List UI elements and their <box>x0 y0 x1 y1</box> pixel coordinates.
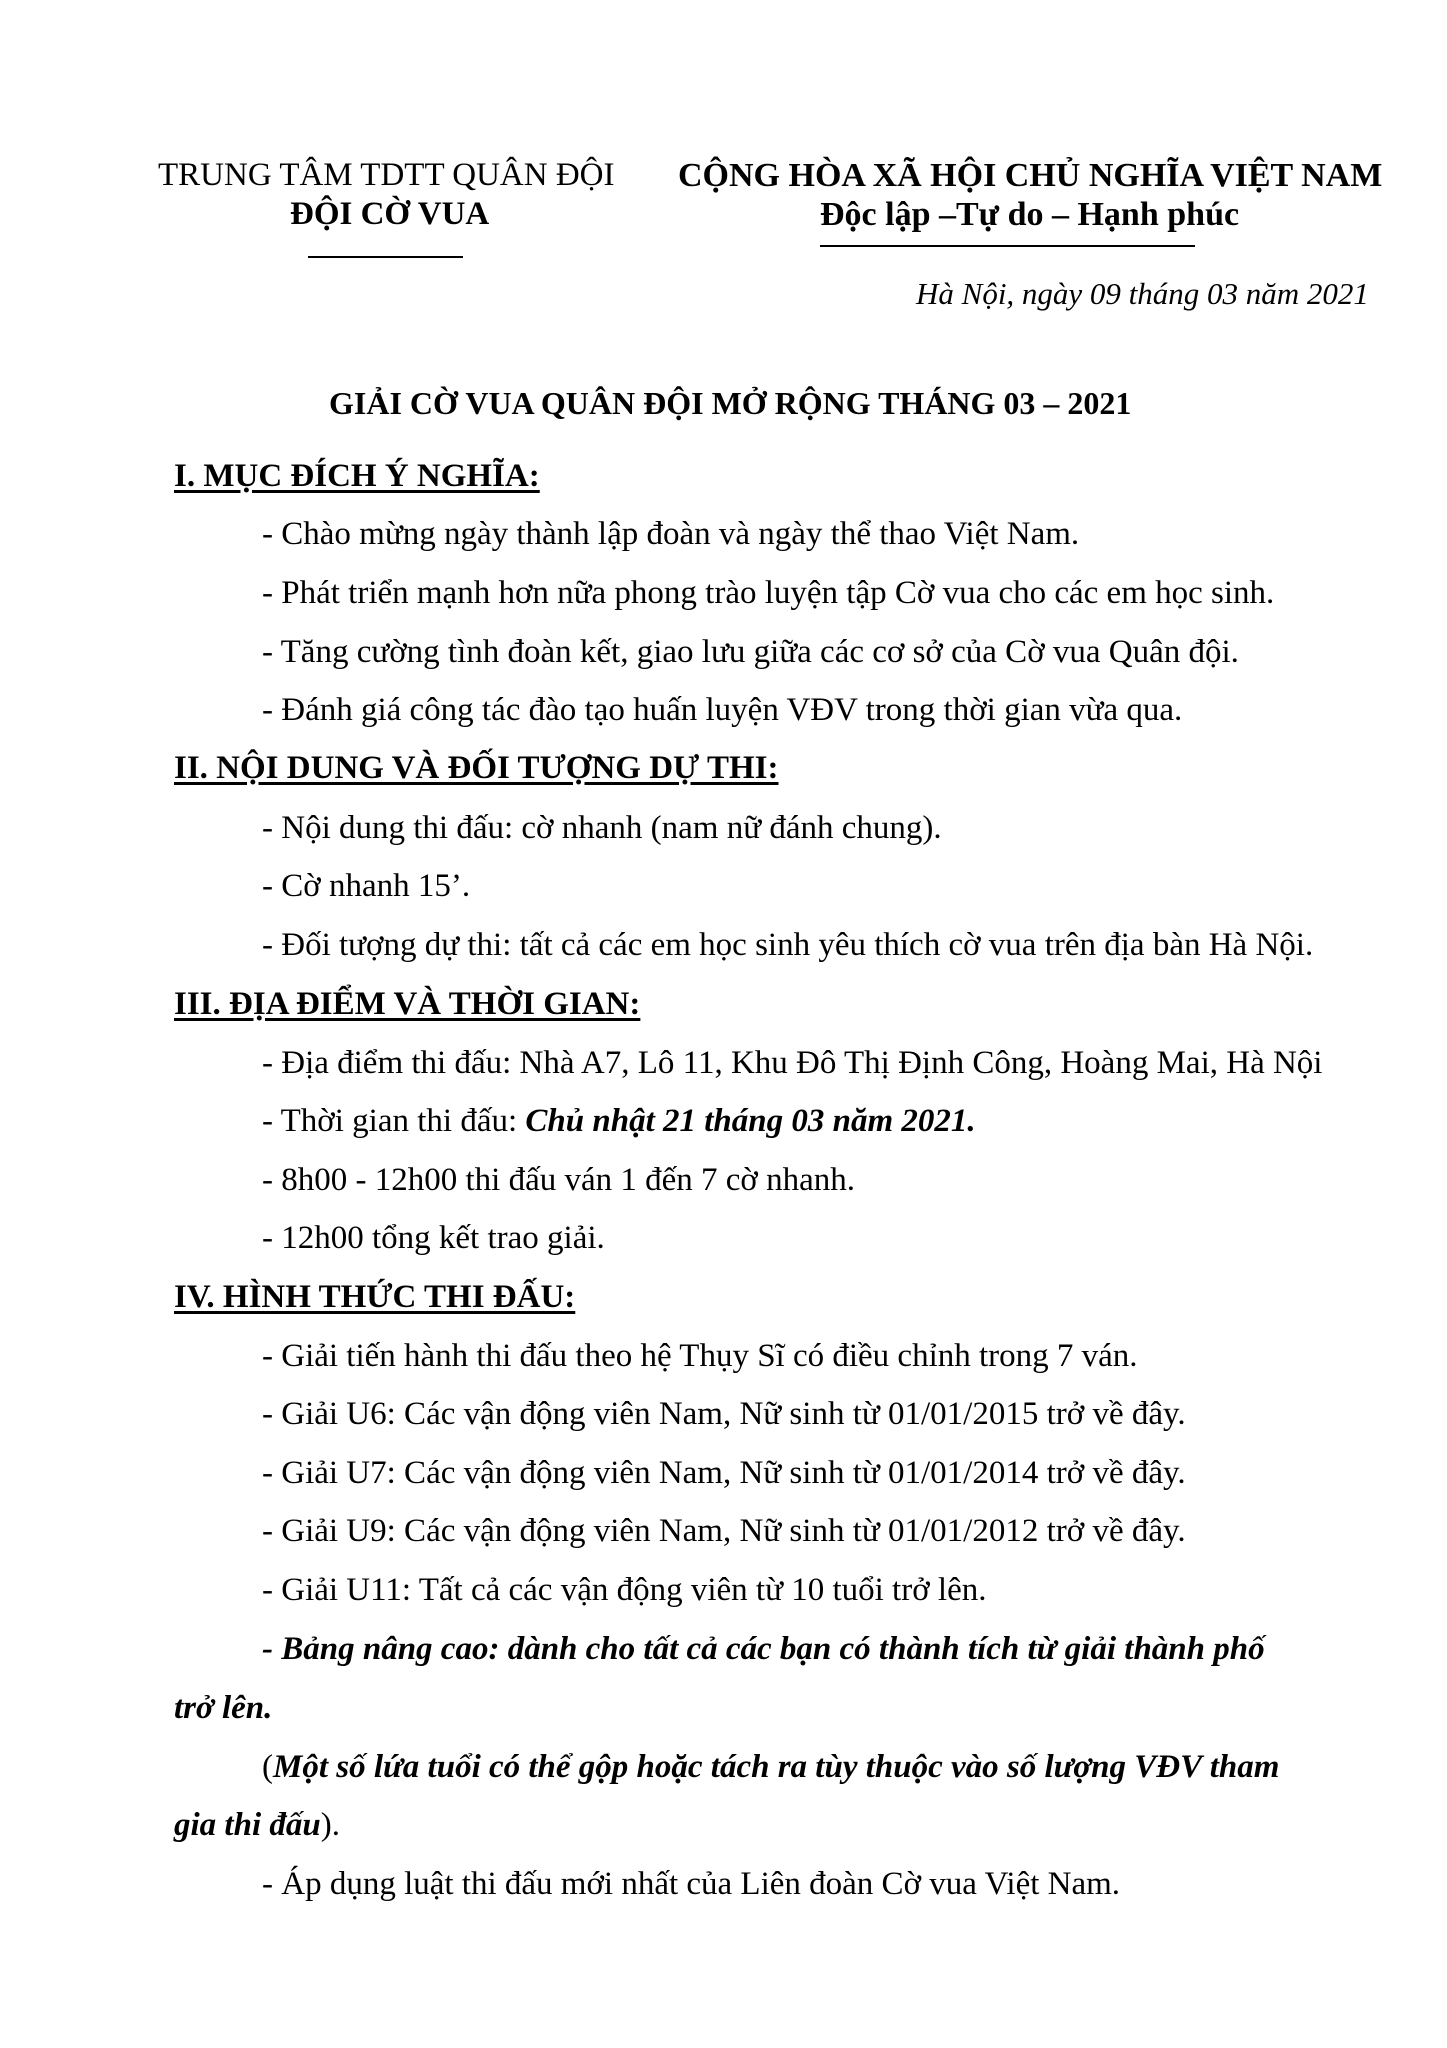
rules-line: - Áp dụng luật thi đấu mới nhất của Liên đoàn Cờ vua Việt Nam. <box>262 1866 1121 1902</box>
list-item: - Giải U6: Các vận động viên Nam, Nữ sinh từ 01/01/2015 trở về đây. <box>262 1396 1186 1432</box>
unit-name: ĐỘI CỜ VUA <box>290 196 490 232</box>
national-motto: Độc lập –Tự do – Hạnh phúc <box>820 196 1240 233</box>
list-item: - Chào mừng ngày thành lập đoàn và ngày thể thao Việt Nam. <box>262 516 1080 552</box>
list-item: - 8h00 - 12h00 thi đấu ván 1 đến 7 cờ nhanh. <box>262 1162 856 1198</box>
motto-underline <box>820 245 1195 247</box>
list-item: - Phát triển mạnh hơn nữa phong trào luyện tập Cờ vua cho các em học sinh. <box>262 575 1275 611</box>
list-item: - Giải U7: Các vận động viên Nam, Nữ sinh từ 01/01/2014 trở về đây. <box>262 1455 1186 1491</box>
advanced-group-line-2: trở lên. <box>174 1690 273 1726</box>
venue-line: - Địa điểm thi đấu: Nhà A7, Lô 11, Khu Đô Thị Định Công, Hoàng Mai, Hà Nội <box>262 1045 1323 1081</box>
list-item: - Giải tiến hành thi đấu theo hệ Thụy Sĩ có điều chỉnh trong 7 ván. <box>262 1338 1138 1374</box>
list-item: - Tăng cường tình đoàn kết, giao lưu giữa các cơ sở của Cờ vua Quân đội. <box>262 634 1239 670</box>
section-heading-format: IV. HÌNH THỨC THI ĐẤU: <box>174 1279 576 1315</box>
list-item: - Nội dung thi đấu: cờ nhanh (nam nữ đánh chung). <box>262 810 942 846</box>
organization-name: TRUNG TÂM TDTT QUÂN ĐỘI <box>158 157 615 193</box>
list-item: - Đánh giá công tác đào tạo huấn luyện VĐV trong thời gian vừa qua. <box>262 692 1183 728</box>
section-heading-purpose: I. MỤC ĐÍCH Ý NGHĨA: <box>174 458 540 494</box>
age-group-note-line-1 <box>262 1749 1279 1786</box>
list-item: - Giải U9: Các vận động viên Nam, Nữ sinh từ 01/01/2012 trở về đây. <box>262 1513 1186 1549</box>
list-item: - 12h00 tổng kết trao giải. <box>262 1220 605 1256</box>
left-header-rule <box>308 256 463 258</box>
list-item: - Cờ nhanh 15’. <box>262 868 471 904</box>
time-label: - Thời gian thi đấu: <box>262 1103 526 1139</box>
national-title: CỘNG HÒA XÃ HỘI CHỦ NGHĨA VIỆT NAM <box>678 157 1383 194</box>
note-text-2: gia thi đấu <box>174 1807 321 1843</box>
note-open-paren: ( <box>262 1749 273 1785</box>
document-title: GIẢI CỜ VUA QUÂN ĐỘI MỞ RỘNG THÁNG 03 – 2021 <box>329 385 1132 421</box>
list-item: - Giải U11: Tất cả các vận động viên từ 10 tuổi trở lên. <box>262 1572 987 1608</box>
list-item: - Đối tượng dự thi: tất cả các em học sinh yêu thích cờ vua trên địa bàn Hà Nội. <box>262 927 1314 963</box>
time-value: Chủ nhật 21 tháng 03 năm 2021. <box>525 1103 976 1139</box>
age-group-note-line-2 <box>174 1807 340 1844</box>
note-close-paren: ). <box>320 1807 340 1843</box>
note-text-1: Một số lứa tuổi có thể gộp hoặc tách ra tùy thuộc vào số lượng VĐV tham <box>273 1749 1280 1785</box>
section-heading-content: II. NỘI DUNG VÀ ĐỐI TƯỢNG DỰ THI: <box>174 750 779 786</box>
section-heading-venue-time: III. ĐỊA ĐIỂM VÀ THỜI GIAN: <box>174 986 641 1022</box>
document-date: Hà Nội, ngày 09 tháng 03 năm 2021 <box>916 276 1369 311</box>
time-line <box>262 1103 976 1140</box>
advanced-group-line-1: - Bảng nâng cao: dành cho tất cả các bạn có thành tích từ giải thành phố <box>262 1631 1265 1667</box>
